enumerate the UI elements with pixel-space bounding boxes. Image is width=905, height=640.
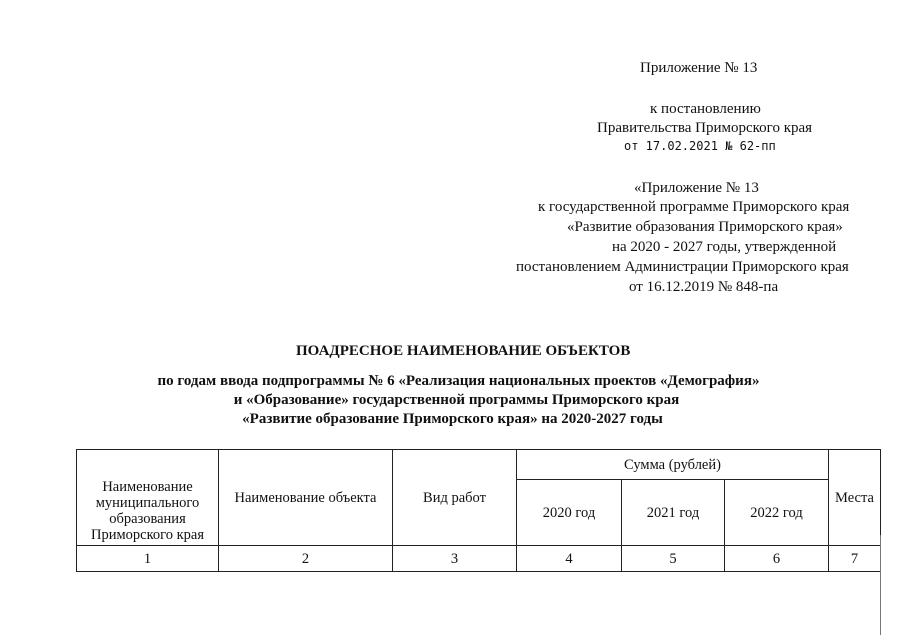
header-municipality-line: Приморского края [90,527,204,543]
column-number: 6 [725,546,829,572]
page-title: ПОАДРЕСНОЕ НАИМЕНОВАНИЕ ОБЪЕКТОВ [296,343,631,359]
header-municipality-line: Наименование [102,479,193,495]
header-municipality-line: образования [109,511,186,527]
years-approved-label: на 2020 - 2027 годы, утвержденной [612,239,837,255]
subtitle-line-2: и «Образование» государственной программы Приморского края [233,392,680,408]
government-label: Правительства Приморского края [597,120,813,136]
column-number: 5 [622,546,725,572]
appendix-label: Приложение № 13 [640,60,758,76]
subtitle-line-3: «Развитие образование Приморского края» на 2020-2027 годы [242,411,663,427]
objects-table [76,449,881,572]
header-object-name: Наименование объекта [219,450,393,546]
column-number: 7 [829,546,881,572]
program-name-label: «Развитие образования Приморского края» [567,219,843,235]
header-work-type: Вид работ [393,450,517,546]
column-number: 1 [77,546,219,572]
header-year-2022: 2022 год [725,480,829,546]
to-decree-label: к постановлению [650,101,761,117]
header-year-2020: 2020 год [517,480,622,546]
table-row-numbers [77,546,881,572]
column-number: 4 [517,546,622,572]
column-number: 2 [219,546,393,572]
header-municipality-line: муниципального [95,495,200,511]
header-year-2021: 2021 год [622,480,725,546]
scan-edge-line [880,535,881,635]
column-number: 3 [393,546,517,572]
header-sum: Сумма (рублей) [517,450,829,480]
subtitle-line-1: по годам ввода подпрограммы № 6 «Реализация национальных проектов «Демография» [157,373,760,389]
administration-label: постановлением Администрации Приморского края [516,259,849,275]
header-municipality [77,450,219,546]
header-places: Места [829,450,881,546]
date-number-label: от 16.12.2019 № 848-па [629,279,779,295]
to-program-label: к государственной программе Приморского края [538,199,850,215]
quote-appendix-label: «Приложение № 13 [634,180,759,196]
decree-stamp: от 17.02.2021 № 62-пп [624,139,776,153]
